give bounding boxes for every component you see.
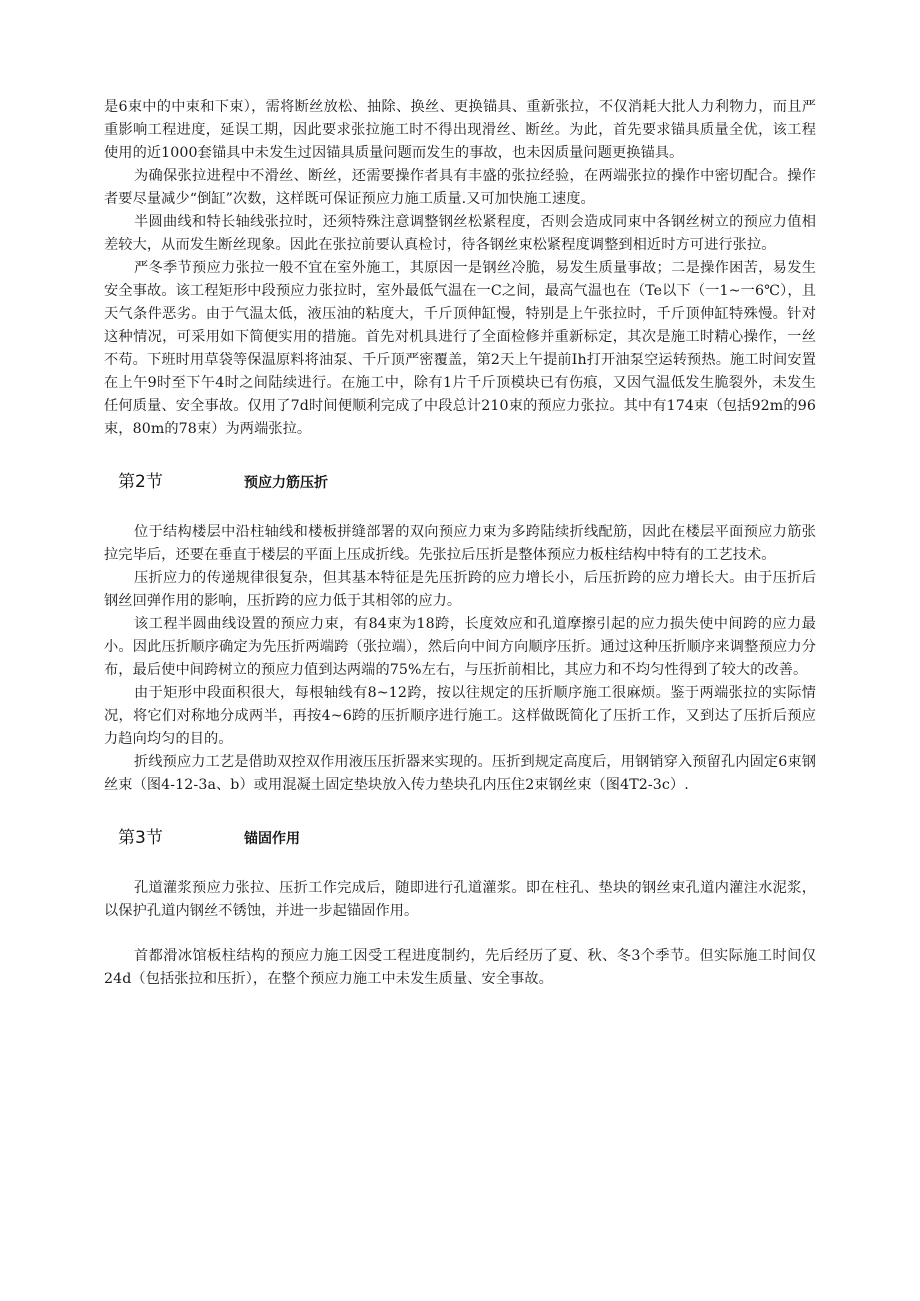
section-1-body bbox=[104, 96, 816, 441]
paragraph: 孔道灌浆预应力张拉、压折工作完成后，随即进行孔道灌浆。即在柱孔、垫块的钢丝束孔道内灌注水泥浆，以保护孔道内钢丝不锈蚀，并进一步起锚固作用。 bbox=[104, 880, 816, 919]
section-3-title: 锚固作用 bbox=[244, 831, 300, 847]
paragraph: 严冬季节预应力张拉一般不宜在室外施工，其原因一是钢丝冷脆，易发生质量事故；二是操作困苦，易发生安全事故。该工程矩形中段预应力张拉时，室外最低气温在一C之间，最高气温也在（Te以下（一1~一6℃），且天气条件恶劣。由于气温太低，液压油的粘度大，千斤顶伸缸慢，特别是上午张拉时，千斤顶伸缸特殊慢。针对这种情况，可采用如下简便实用的措施。首先对机具进行了全面检修并重新标定，其次是施工时精心操作，一丝不苟。下班时用草袋等保温原料将油泵、千斤顶严密覆盖，第2天上午提前Ih打开油泵空运转预热。施工时间安置在上午9时至下午4时之间陆续进行。在施工中，除有1片千斤顶模块已有伤痕，又因气温低发生脆裂外，未发生任何质量、安全事故。仅用了7d时间便顺利完成了中段总计210束的预应力张拉。其中有174束（包括92m的96束，80m的78束）为两端张拉。 bbox=[104, 260, 816, 437]
document-page bbox=[104, 96, 816, 991]
section-2-number: 第2节 bbox=[118, 472, 163, 492]
section-3-heading bbox=[104, 825, 816, 855]
paragraph: 是6束中的中束和下束），需将断丝放松、抽除、换丝、更换锚具、重新张拉，不仅消耗大批人力利物力，而且严重影响工程进度，延误工期，因此要求张拉施工时不得出现滑丝、断丝。为此，首先要求锚具质量全优，该工程使用的近1000套锚具中未发生过因锚具质量问题而发生的事故，也未因质量问题更换锚具。 bbox=[104, 99, 816, 161]
paragraph: 位于结构楼层中沿柱轴线和楼板拼缝部署的双向预应力束为多跨陆续折线配筋，因此在楼层平面预应力筋张拉完毕后，还要在垂直于楼层的平面上压成折线。先张拉后压折是整体预应力板柱结构中特有的工艺技术。 bbox=[104, 524, 816, 563]
paragraph: 首都滑冰馆板柱结构的预应力施工因受工程进度制约，先后经历了夏、秋、冬3个季节。但实际施工时间仅24d（包括张拉和压折），在整个预应力施工中未发生质量、安全事故。 bbox=[104, 948, 816, 987]
section-2-body bbox=[104, 521, 816, 797]
section-3-number: 第3节 bbox=[118, 828, 163, 848]
paragraph: 半圆曲线和特长轴线张拉时，还须特殊注意调整钢丝松紧程度，否则会造成同束中各钢丝树立的预应力值相差较大，从而发生断丝现象。因此在张拉前要认真检讨，待各钢丝束松紧程度调整到相近时方可进行张拉。 bbox=[104, 214, 816, 253]
paragraph: 压折应力的传递规律很复杂，但其基本特征是先压折跨的应力增长小，后压折跨的应力增长大。由于压折后钢丝回弹作用的影响，压折跨的应力低于其相邻的应力。 bbox=[104, 570, 816, 609]
section-3-body bbox=[104, 877, 816, 991]
paragraph: 该工程半圆曲线设置的预应力束，有84束为18跨，长度效应和孔道摩擦引起的应力损失使中间跨的应力最小。因此压折顺序确定为先压折两端跨（张拉端），然后向中间方向顺序压折。通过这种压折顺序来调整预应力分布，最后使中间跨树立的预应力值到达两端的75%左右，与压折前相比，其应力和不均匀性得到了较大的改善。 bbox=[104, 616, 816, 678]
paragraph: 为确保张拉进程中不滑丝、断丝，还需要操作者具有丰盛的张拉经验，在两端张拉的操作中密切配合。操作者要尽量减少“倒缸”次数，这样既可保证预应力施工质量.又可加快施工速度。 bbox=[104, 168, 816, 207]
section-2-heading bbox=[104, 469, 816, 499]
section-2-title: 预应力筋压折 bbox=[244, 475, 328, 491]
paragraph: 折线预应力工艺是借助双控双作用液压压折器来实现的。压折到规定高度后，用钢销穿入预留孔内固定6束钢丝束（图4-12-3a、b）或用混凝土固定垫块放入传力垫块孔内压住2束钢丝束（图4T2-3c）. bbox=[104, 754, 816, 793]
paragraph: 由于矩形中段面积很大，每根轴线有8~12跨，按以往规定的压折顺序施工很麻烦。鉴于两端张拉的实际情况，将它们对称地分成两半，再按4~6跨的压折顺序进行施工。这样做既简化了压折工作，又到达了压折后预应力趋向均匀的目的。 bbox=[104, 685, 816, 747]
